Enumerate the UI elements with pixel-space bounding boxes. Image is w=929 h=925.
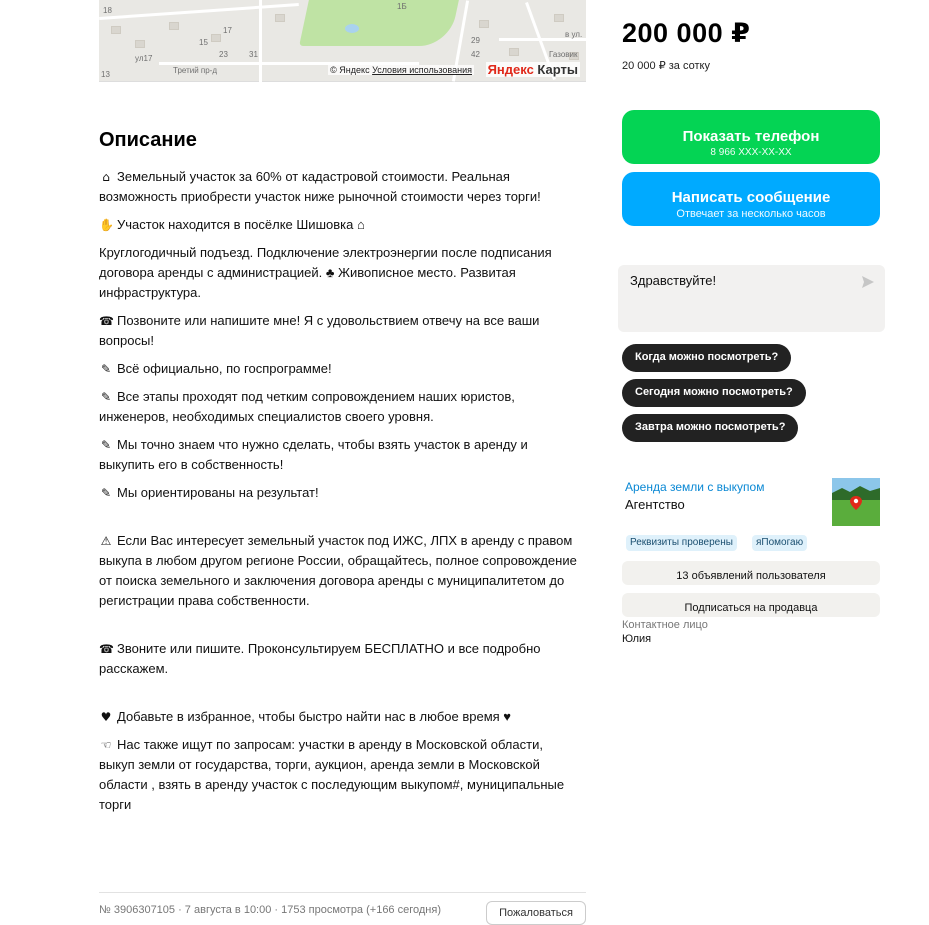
- map-building: [135, 40, 145, 48]
- description-paragraph: [99, 359, 579, 379]
- avatar-image: [832, 478, 880, 526]
- pin-icon: ✎: [100, 438, 112, 452]
- map-pond: [345, 24, 359, 33]
- map-label: 31: [249, 50, 258, 59]
- warning-icon: ⚠: [100, 534, 112, 548]
- seller-type: Агентство: [625, 497, 685, 512]
- description-text: Позвоните или напишите мне! Я с удовольствием отвечу на все ваши вопросы!: [99, 313, 540, 348]
- description-text: Участок находится в посёлке Шишовка ⌂: [117, 217, 365, 232]
- chat-input[interactable]: [618, 265, 885, 332]
- divider: [99, 892, 586, 893]
- description-text: Если Вас интересует земельный участок под ИЖС, ЛПХ в аренду с правом выкупа в любом другом регионе России, обращайтесь, полное сопровождение от поиска земельного и заключения договора аренды с муниципалитетом до регистрации права собственности.: [99, 533, 577, 608]
- map-label: 29: [471, 36, 480, 45]
- map-building: [111, 26, 121, 34]
- pin-icon: ✎: [100, 362, 112, 376]
- write-message-button[interactable]: [622, 172, 880, 226]
- price-per-unit: 20 000 ₽ за сотку: [622, 60, 710, 72]
- description-paragraph: [99, 639, 579, 679]
- seller-name-link[interactable]: Аренда земли с выкупом: [625, 480, 765, 494]
- hand-icon: ✋: [99, 218, 114, 232]
- description-title: Описание: [99, 129, 197, 151]
- map-copyright-text: © Яндекс: [330, 65, 370, 75]
- map-label: 13: [101, 70, 110, 79]
- logo-brand: Яндекс: [487, 62, 534, 77]
- description-text: Мы точно знаем что нужно сделать, чтобы взять участок в аренду и выкупить его в собственность!: [99, 437, 528, 472]
- description-paragraph: [99, 435, 579, 475]
- subscribe-seller-button[interactable]: Подписаться на продавца: [622, 593, 880, 617]
- map-road: [99, 3, 299, 20]
- map-place-label: Газовик: [549, 50, 578, 59]
- heart-icon: ♥: [100, 710, 112, 724]
- contact-person-name: Юлия: [622, 633, 652, 645]
- map-label: 17: [223, 26, 232, 35]
- description-paragraph: [99, 215, 579, 235]
- badge-yapomogayu: яПомогаю: [752, 535, 807, 551]
- map-building: [509, 48, 519, 56]
- map-building: [479, 20, 489, 28]
- house-icon: ⌂: [102, 170, 110, 184]
- description-paragraph: [99, 483, 579, 503]
- listing-meta: № 3906307105 · 7 августа в 10:00 · 1753 просмотра (+166 сегодня): [99, 904, 441, 916]
- chat-text: Здравствуйте!: [630, 273, 717, 288]
- map-label: 23: [219, 50, 228, 59]
- map-street-label: в ул.: [565, 30, 583, 39]
- description-text: Круглогодичный подъезд. Подключение электроэнергии после подписания договора аренды с администрацией. ♣ Живописное место. Развитая инфраструктура.: [99, 245, 552, 300]
- contact-person-label: Контактное лицо: [622, 619, 708, 631]
- description-body: [99, 167, 579, 823]
- show-phone-label: Показать телефон: [682, 127, 820, 145]
- location-map[interactable]: [99, 0, 586, 82]
- map-street-label: Третий пр-д: [173, 66, 218, 75]
- description-paragraph: [99, 167, 579, 207]
- map-label: ул17: [135, 54, 153, 63]
- map-label: 1Б: [397, 2, 407, 11]
- badge-verified: Реквизиты проверены: [626, 535, 737, 551]
- response-time: Отвечает за несколько часов: [676, 208, 826, 220]
- description-paragraph: [99, 387, 579, 427]
- description-paragraph: [99, 735, 579, 815]
- description-text: Звоните или пишите. Проконсультируем БЕСПЛАТНО и все подробно расскажем.: [99, 641, 541, 676]
- description-text: Мы ориентированы на результат!: [117, 485, 319, 500]
- description-text: Всё официально, по госпрограмме!: [117, 361, 332, 376]
- map-park-area: [299, 0, 459, 46]
- user-listings-button[interactable]: 13 объявлений пользователя: [622, 561, 880, 585]
- phone-mask: 8 966 XXX-XX-XX: [710, 146, 792, 158]
- description-text: Все этапы проходят под четким сопровождением наших юристов, инженеров, необходимых специалистов своего уровня.: [99, 389, 515, 424]
- description-text: Земельный участок за 60% от кадастровой стоимости. Реальная возможность приобрести участок ниже рыночной стоимости через торги!: [99, 169, 541, 204]
- pointing-hand-icon: ☜: [100, 738, 112, 752]
- description-text: Добавьте в избранное, чтобы быстро найти нас в любое время ♥: [117, 709, 512, 724]
- description-text: Нас также ищут по запросам: участки в аренду в Московской области, выкуп земли от государства, торги, аукцион, аренда земли в Московской области , взять в аренду участок с последующим выкупом#, муниципальные торги: [99, 737, 565, 812]
- telephone-icon: ☎: [99, 642, 114, 656]
- description-paragraph: [99, 311, 579, 351]
- pin-icon: ✎: [100, 486, 112, 500]
- map-label: 18: [103, 6, 112, 15]
- quick-reply-chip[interactable]: Завтра можно посмотреть?: [622, 414, 798, 442]
- phone-icon: ☎: [99, 314, 114, 328]
- map-building: [169, 22, 179, 30]
- description-paragraph: [99, 707, 579, 727]
- yandex-maps-logo[interactable]: [486, 62, 580, 77]
- logo-product: Карты: [533, 62, 578, 77]
- send-icon[interactable]: [861, 275, 875, 289]
- show-phone-button[interactable]: [622, 110, 880, 164]
- map-building: [554, 14, 564, 22]
- seller-avatar[interactable]: [832, 478, 880, 526]
- map-road: [259, 0, 262, 82]
- report-button[interactable]: Пожаловаться: [486, 901, 586, 925]
- quick-reply-chip[interactable]: Сегодня можно посмотреть?: [622, 379, 806, 407]
- description-paragraph: [99, 243, 579, 303]
- price: 200 000 ₽: [622, 18, 751, 48]
- map-label: 15: [199, 38, 208, 47]
- map-terms-link[interactable]: Условия использования: [372, 65, 472, 75]
- map-copyright: [328, 65, 474, 75]
- map-label: 42: [471, 50, 480, 59]
- pin-icon: ✎: [100, 390, 112, 404]
- description-paragraph: [99, 531, 579, 611]
- quick-reply-chip[interactable]: Когда можно посмотреть?: [622, 344, 791, 372]
- map-building: [275, 14, 285, 22]
- map-building: [211, 34, 221, 42]
- write-message-label: Написать сообщение: [671, 189, 831, 206]
